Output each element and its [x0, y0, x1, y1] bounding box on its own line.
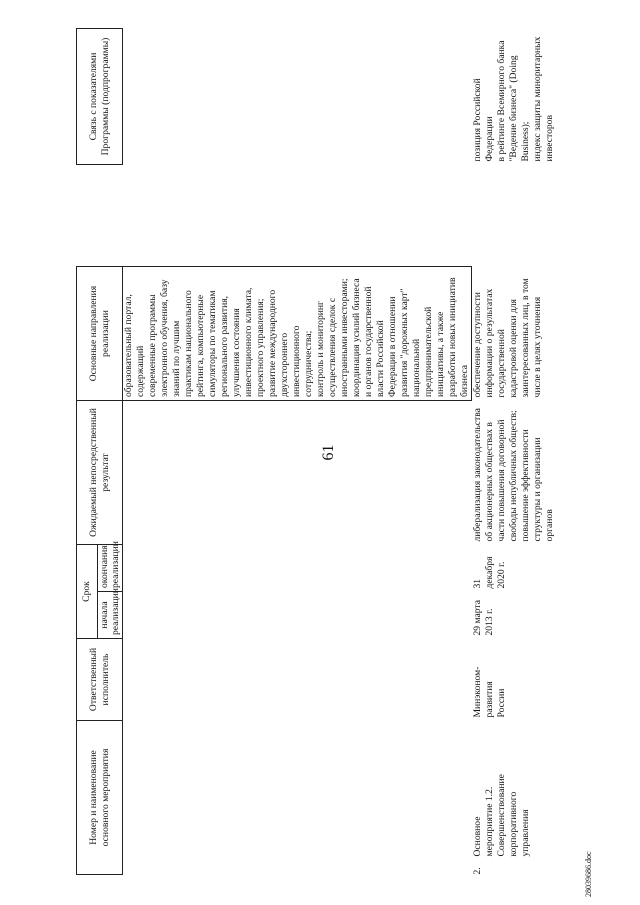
measure-name: Основное мероприятие 1.2. Совершенствование корпоративного управления	[471, 774, 531, 857]
header-term-start: начала реализации	[98, 592, 123, 639]
measure-number: 2.	[471, 867, 483, 875]
header-directions: Основные направления реализации	[77, 267, 123, 401]
header-term: Срок	[77, 545, 98, 639]
header-term-end: окончания реализации	[98, 545, 123, 592]
header-spacer	[77, 165, 123, 267]
table-row-continuation	[123, 29, 472, 875]
header-result: Ожидаемый непосредственный результат	[77, 401, 123, 545]
table-row	[472, 29, 556, 875]
header-executor: Ответственный исполнитель	[77, 639, 123, 721]
measure-start: 29 марта 2013 г.	[471, 600, 495, 636]
header-row-1	[77, 29, 98, 875]
measure-executor: Минэконом- развития России	[471, 666, 507, 718]
measure-end: 31 декабря 2020 г.	[471, 556, 507, 589]
file-name: 28039686.doc	[584, 851, 593, 897]
measure-name-cell	[472, 721, 556, 875]
header-number-name: Номер и наименование основного мероприятия	[77, 721, 123, 875]
measure-link: позиция Российской Федерации в рейтинге Всемирного банка "Ведение бизнеса" (Doing Business); индекс защиты миноритарных инвесторов	[471, 36, 555, 162]
measure-directions: обеспечение доступности информации о результатах государственной кадастровой оценки для заинтересованных лиц, в том числе в целях уточнения	[472, 278, 543, 398]
measure-result: либерализация законодательства об акционерных обществах в части повышения договорной свободы непубличных обществ; повышение эффективности структуры и организации органов	[471, 408, 555, 542]
continuation-directions: образовательный портал, содержащий современные программы электронного обучения, базу знаний по лучшим практикам национального рейтинга, компьютерные симуляторы по тематикам регионального развития, улучшения состояния инвестиционного климата, проектного управления; развитие международного двухстороннего инвестиционного сотрудничества; контроль и мониторинг осуществления сделок с иностранными инвесторами; координация усилий бизнеса и органов государственной власти Российской Федерации в отношении развития "дорожных карт" национальной предпринимательской инициативы, а также разработки новых инициатив бизнеса	[123, 267, 472, 401]
measures-table	[76, 28, 556, 875]
page-number: 61	[320, 444, 337, 461]
header-link: Связь с показателями Программы (подпрограммы)	[77, 29, 123, 165]
